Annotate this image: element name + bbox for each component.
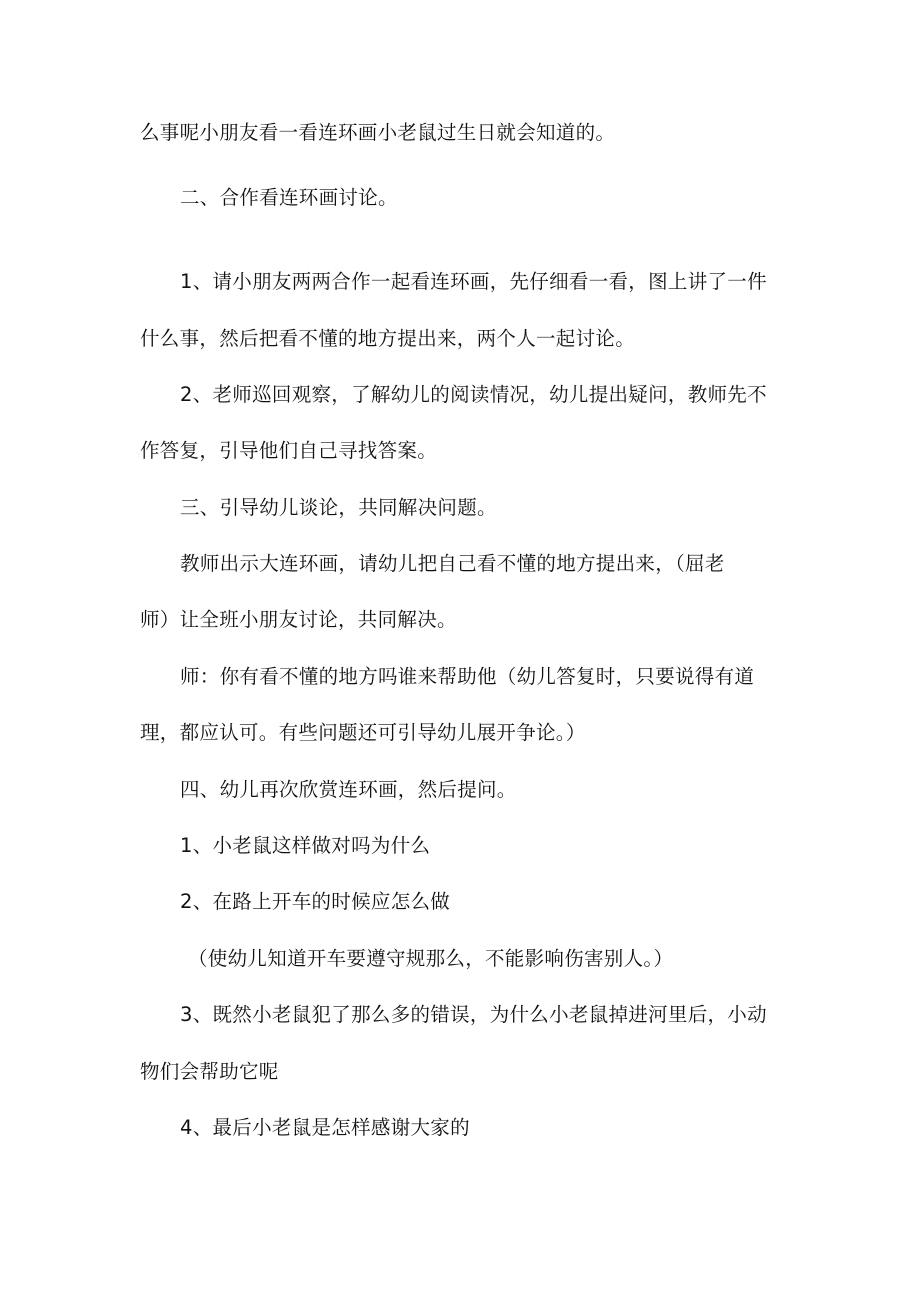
text-line-1: 么事呢小朋友看一看连环画小老鼠过生日就会知道的。 xyxy=(140,121,616,144)
section-heading-3: 三、引导幼儿谈论，共同解决问题。 xyxy=(180,496,497,519)
text-line-17: 物们会帮助它呢 xyxy=(140,1060,279,1083)
section-heading-2: 二、合作看连环画讨论。 xyxy=(180,186,398,209)
text-line-15: （使幼儿知道开车要遵守规那么，不能影响伤害别人。） xyxy=(188,947,674,970)
text-line-11: 理，都应认可。有些问题还可引导幼儿展开争论。） xyxy=(140,721,586,744)
text-line-3: 1、请小朋友两两合作一起看连环画，先仔细看一看，图上讲了一件 xyxy=(180,270,767,293)
section-heading-4: 四、幼儿再次欣赏连环画，然后提问。 xyxy=(180,778,517,801)
text-line-5: 2、老师巡回观察，了解幼儿的阅读情况，幼儿提出疑问，教师先不 xyxy=(180,383,767,406)
text-line-10: 师：你有看不懂的地方吗谁来帮助他（幼儿答复时，只要说得有道 xyxy=(180,665,755,688)
text-line-8: 教师出示大连环画，请幼儿把自己看不懂的地方提出来，（屈老 xyxy=(180,552,725,575)
text-line-9: 师）让全班小朋友讨论，共同解决。 xyxy=(140,608,457,631)
text-line-18: 4、最后小老鼠是怎样感谢大家的 xyxy=(180,1116,470,1139)
text-line-16: 3、既然小老鼠犯了那么多的错误，为什么小老鼠掉进河里后，小动 xyxy=(180,1003,767,1026)
text-line-4: 什么事，然后把看不懂的地方提出来，两个人一起讨论。 xyxy=(140,327,636,350)
text-line-14: 2、在路上开车的时候应怎么做 xyxy=(180,890,451,913)
text-line-6: 作答复，引导他们自己寻找答案。 xyxy=(140,439,438,462)
text-line-13: 1、小老鼠这样做对吗为什么 xyxy=(180,834,431,857)
